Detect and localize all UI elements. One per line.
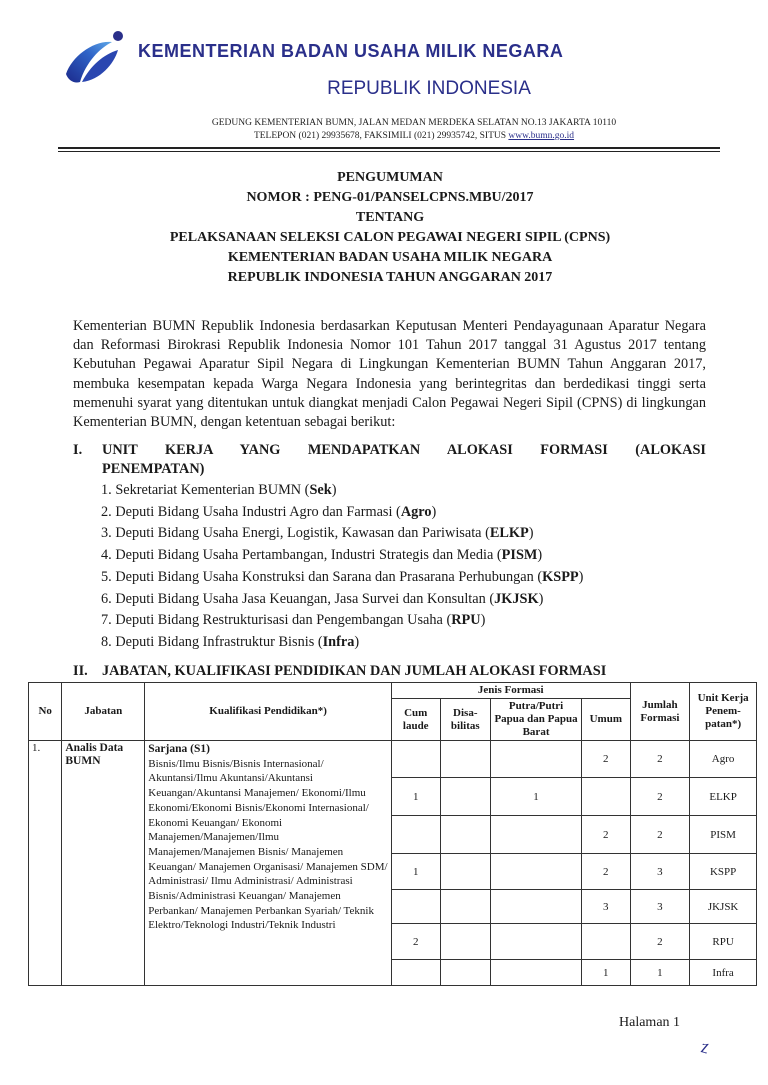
page-number: Halaman 1 — [619, 1015, 681, 1030]
table-row — [29, 741, 757, 778]
qualification-level: Sarjana (S1) — [148, 743, 210, 755]
cell-cumlaude: 2 — [391, 924, 440, 960]
cell-cumlaude — [391, 960, 440, 986]
section-title-text: JABATAN, KUALIFIKASI PENDIDIKAN DAN JUMLAH ALOKASI FORMASI — [102, 663, 607, 679]
table-header-row — [29, 683, 757, 699]
cell-papua — [491, 816, 582, 854]
cell-cumlaude — [391, 741, 440, 778]
unit-list — [101, 480, 701, 654]
cell-papua: 1 — [491, 778, 582, 816]
address-line: GEDUNG KEMENTERIAN BUMN, JALAN MEDAN MERDEKA SELATAN NO.13 JAKARTA 10110 — [211, 118, 617, 128]
cell-cumlaude: 1 — [391, 778, 440, 816]
cell-jumlah: 2 — [630, 816, 690, 854]
heading-line: TENTANG — [355, 210, 425, 225]
cell-unit: RPU — [690, 924, 757, 960]
letterhead-divider-thin — [58, 151, 720, 152]
col-cumlaude: Cum laude — [391, 699, 440, 741]
col-jumlah: Jumlah Formasi — [630, 683, 690, 741]
cell-cumlaude: 1 — [391, 854, 440, 890]
cell-unit: ELKP — [690, 778, 757, 816]
heading-line: KEMENTERIAN BADAN USAHA MILIK NEGARA — [227, 250, 553, 265]
col-jabatan: Jabatan — [62, 683, 145, 741]
cell-jumlah: 3 — [630, 890, 690, 924]
cell-disabilitas — [440, 778, 491, 816]
website-link[interactable]: www.bumn.go.id — [508, 131, 575, 141]
cell-jumlah: 1 — [630, 960, 690, 986]
cell-papua — [491, 854, 582, 890]
org-name-line2: REPUBLIK INDONESIA — [327, 78, 531, 99]
cell-papua — [491, 890, 582, 924]
heading-line: PELAKSANAAN SELEKSI CALON PEGAWAI NEGERI SIPIL (CPNS) — [169, 230, 611, 245]
letterhead-divider — [58, 147, 720, 149]
cell-umum: 3 — [582, 890, 631, 924]
col-kualifikasi: Kualifikasi Pendidikan*) — [145, 683, 392, 741]
cell-umum — [582, 924, 631, 960]
formation-table — [28, 682, 757, 986]
org-name-line1: KEMENTERIAN BADAN USAHA MILIK NEGARA — [138, 41, 564, 61]
cell-jumlah: 2 — [630, 741, 690, 778]
cell-umum: 2 — [582, 854, 631, 890]
list-item: 8. Deputi Bidang Infrastruktur Bisnis (Infra) — [101, 633, 360, 650]
col-no: No — [29, 683, 62, 741]
intro-paragraph: Kementerian BUMN Republik Indonesia berdasarkan Keputusan Menteri Pendayagunaan Aparatur Negara dan Reformasi Birokrasi Republik Indonesia Nomor 101 Tahun 2017 tanggal 31 Agustus 2017 tentang Kebutuhan Pegawai Aparatur Sipil Negara di Lingkungan Kementerian BUMN Tahun Anggaran 2017, membuka kesempatan kepada Warga Negara Indonesia yang berintegritas dan berdedikasi tinggi serta memenuhi syarat yang ditentukan untuk diangkat menjadi Calon Pegawai Negeri Sipil (CPNS) di lingkungan Kementerian BUMN, dengan ketentuan sebagai berikut: — [73, 318, 706, 431]
cell-disabilitas — [440, 890, 491, 924]
section-title-line: UNIT KERJA YANG MENDAPATKAN ALOKASI FORMASI (ALOKASI — [102, 442, 706, 458]
section-2-title — [73, 663, 733, 680]
cell-unit: PISM — [690, 816, 757, 854]
col-papua: Putra/Putri Papua dan Papua Barat — [491, 699, 582, 741]
cell-cumlaude — [391, 816, 440, 854]
list-item: 4. Deputi Bidang Usaha Pertambangan, Industri Strategis dan Media (PISM) — [101, 547, 543, 564]
cell-unit: JKJSK — [690, 890, 757, 924]
contact-text: TELEPON (021) 29935678, FAKSIMILI (021) 29935742, SITUS — [253, 131, 509, 141]
cell-unit: KSPP — [690, 854, 757, 890]
cell-umum — [582, 778, 631, 816]
cell-disabilitas — [440, 960, 491, 986]
section-title-line: PENEMPATAN) — [102, 461, 205, 477]
heading-line: PENGUMUMAN — [337, 170, 443, 185]
letterhead — [0, 0, 768, 150]
cell-cumlaude — [391, 890, 440, 924]
list-item: 5. Deputi Bidang Usaha Konstruksi dan Sarana dan Prasarana Perhubungan (KSPP) — [101, 568, 584, 585]
heading-line: REPUBLIK INDONESIA TAHUN ANGGARAN 2017 — [227, 270, 553, 285]
list-item: 2. Deputi Bidang Usaha Industri Agro dan Farmasi (Agro) — [101, 503, 437, 520]
col-unit: Unit Kerja Penem- patan*) — [690, 683, 757, 741]
list-item: 3. Deputi Bidang Usaha Energi, Logistik, Kawasan dan Pariwisata (ELKP) — [101, 525, 534, 542]
handwritten-initial: ⲍ — [700, 1036, 708, 1057]
cell-umum: 2 — [582, 741, 631, 778]
cell-jumlah: 2 — [630, 924, 690, 960]
cell-papua — [491, 741, 582, 778]
col-umum: Umum — [582, 699, 631, 741]
col-jenis-formasi: Jenis Formasi — [391, 683, 630, 699]
section-1-title — [73, 441, 706, 479]
cell-unit: Agro — [690, 741, 757, 778]
section-number: II. — [73, 663, 88, 679]
position-name: Analis Data BUMN — [62, 741, 145, 986]
cell-unit: Infra — [690, 960, 757, 986]
cell-umum: 2 — [582, 816, 631, 854]
cell-papua — [491, 924, 582, 960]
cell-disabilitas — [440, 816, 491, 854]
cell-jumlah: 3 — [630, 854, 690, 890]
qualification-fields: Bisnis/Ilmu Bisnis/Bisnis Internasional/ Akuntansi/Ilmu Akuntansi/Akuntansi Keuangan/Akuntansi Manajemen/ Ekonomi/Ilmu Ekonomi/Ekonomi Bisnis/Ekonomi Internasional/ Ekonomi Keuangan/ Ekonomi Manajemen/Manajemen/Ilmu Manajemen/Manajemen Bisnis/ Manajemen Keuangan/ Manajemen Organisasi/ Manajemen SDM/ Administrasi/ Ilmu Administrasi/ Administrasi Bisnis/Administrasi Keuangan/ Manajemen Perbankan/ Manajemen Perbankan Syariah/ Teknik Elektro/Teknologi Industri/Teknik Industri — [148, 757, 388, 932]
row-number: 1. — [29, 741, 62, 986]
cell-disabilitas — [440, 854, 491, 890]
col-disabilitas: Disa- bilitas — [440, 699, 491, 741]
qualification-cell — [145, 741, 392, 986]
cell-jumlah: 2 — [630, 778, 690, 816]
cell-papua — [491, 960, 582, 986]
list-item: 1. Sekretariat Kementerian BUMN (Sek) — [101, 482, 337, 498]
heading-line: NOMOR : PENG-01/PANSELCPNS.MBU/2017 — [246, 190, 534, 205]
list-item: 7. Deputi Bidang Restrukturisasi dan Pengembangan Usaha (RPU) — [101, 612, 486, 629]
contact-line — [0, 131, 768, 141]
cell-disabilitas — [440, 741, 491, 778]
list-item: 6. Deputi Bidang Usaha Jasa Keuangan, Jasa Survei dan Konsultan (JKJSK) — [101, 590, 544, 607]
cell-umum: 1 — [582, 960, 631, 986]
cell-disabilitas — [440, 924, 491, 960]
announcement-heading — [60, 168, 720, 288]
section-number: I. — [73, 442, 83, 458]
